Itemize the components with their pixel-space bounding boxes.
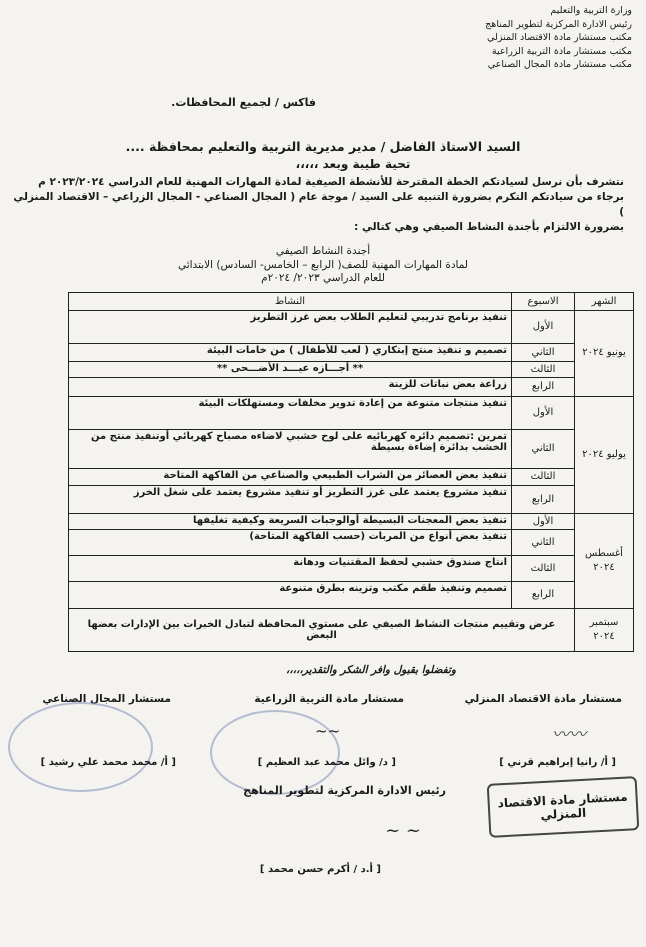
- letter-content: [0, 138, 646, 927]
- week-cell: الرابع: [512, 485, 575, 513]
- week-cell: الأول: [512, 310, 575, 343]
- week-cell: الأول: [512, 396, 575, 429]
- header-week: الاسبوع: [512, 292, 575, 310]
- activity-cell: عرض وتقييم منتجات النشاط الصيفي على مستوي المحافظة لتبادل الخبرات بين الإدارات بعضها البعض: [69, 608, 575, 651]
- signatory-name: [ أ/ رانيا إبراهيم قرني ]: [499, 756, 616, 768]
- activity-table: [68, 292, 634, 652]
- table-row: [69, 361, 634, 377]
- week-cell: الثاني: [512, 429, 575, 468]
- activity-cell: تصميم و تنفيذ منتج إبتكاري ( لعب للأطفال ) من خامات البيئة: [69, 343, 512, 361]
- closing: وتفضلوا بقبول وافر الشكر والتقدير،،،،،: [285, 663, 456, 676]
- month-cell: يونيو ٢٠٢٤: [575, 310, 634, 396]
- activity-cell: تنفيذ بعض أنواع من المربات (حسب الفاكهة المتاحة): [69, 529, 512, 555]
- letter-body: [10, 175, 624, 235]
- activity-cell: تنفيذ منتجات متنوعة من إعادة تدوير مخلفات ومستهلكات البيئة: [69, 396, 512, 429]
- activity-cell: ** أجـــازه عيـــد الأضـــحى **: [69, 361, 512, 377]
- head-name: [ أ.د / أكرم حسن محمد ]: [259, 863, 381, 875]
- agenda-title: أجندة النشاط الصيفي: [275, 245, 371, 257]
- table-row: [69, 555, 634, 581]
- activity-cell: انتاج صندوق خشبي لحفظ المقتنيات ودهانة: [69, 555, 512, 581]
- table-row: [69, 396, 634, 429]
- salutation: السيد الاستاذ الفاضل / مدير مديرية التربية والتعليم بمحافظة ....: [125, 139, 521, 154]
- table-row: [69, 581, 634, 608]
- letterhead-line: مكتب مستشار مادة الاقتصاد المنزلي: [487, 32, 632, 43]
- month-cell: أغسطس ٢٠٢٤: [575, 513, 634, 608]
- table-row: [69, 468, 634, 485]
- agenda-year: للعام الدراسي ٢٠٢٣/ ٢٠٢٤م: [261, 272, 385, 284]
- body-line: نتشرف بأن نرسل لسيادتكم الخطة المقترحة للأنشطة الصيفية لمادة المهارات المهنية للعام الدراسي ٢٠٢٣/٢٠٢٤ م: [38, 176, 624, 188]
- signatory-name: [ أ/ محمد محمد علي رشيد ]: [40, 756, 176, 768]
- activity-cell: تصميم وتنفيذ طقم مكتب وتزينه بطرق متنوعة: [69, 581, 512, 608]
- letterhead-line: مكتب مستشار مادة التربية الزراعية: [491, 45, 632, 57]
- week-cell: الثالث: [512, 468, 575, 485]
- activity-cell: تمرين :تصميم دائره كهربائيه على لوح خشبي لاضاءه مصباح كهربائي أوتنفيذ منتج من الخشب بدائرة إضاءة بسيطة: [69, 429, 512, 468]
- header-activity: النشاط: [69, 292, 512, 310]
- table-row: [69, 429, 634, 468]
- signature: ~~: [315, 721, 341, 740]
- stamp: مستشار مادة الاقتصاد المنزلي: [487, 776, 640, 838]
- fax-line: فاكس / لجميع المحافظات.: [171, 96, 316, 109]
- letterhead-line: رئيس الادارة المركزية لتطوير المناهج: [485, 18, 632, 30]
- official-seal: [8, 702, 153, 792]
- letterhead-line: وزارة التربية والتعليم: [550, 5, 632, 16]
- signature: 〰〰: [552, 724, 586, 745]
- table-row: [69, 343, 634, 361]
- signatory-title: مستشار مادة الاقتصاد المنزلي: [464, 692, 622, 705]
- table-row: [69, 377, 634, 396]
- activity-cell: تنفيذ برنامج تدريبي لتعليم الطلاب بعض غرز التطريز: [69, 310, 512, 343]
- body-line: برجاء من سيادتكم التكرم بضرورة التنبيه على السيد / موجة عام ( المجال الصناعي - المجال الزراعي – الاقتصاد المنزلي ): [13, 191, 624, 218]
- month-cell: يوليو ٢٠٢٤: [575, 396, 634, 513]
- letterhead-line: مكتب مستشار مادة المجال الصناعي: [487, 59, 632, 70]
- signatory-name: [ د/ وائل محمد عبد العظيم ]: [257, 756, 396, 768]
- greeting: تحية طيبة وبعد ،،،،،: [295, 157, 411, 171]
- agenda-heading: [0, 245, 646, 286]
- activity-cell: تنفيذ بعض العصائر من الشراب الطبيعي والصناعي من الفاكهة المتاحة: [69, 468, 512, 485]
- signature-section: [0, 652, 646, 927]
- table-row: [69, 485, 634, 513]
- table-row: [69, 513, 634, 529]
- agenda-subtitle: لمادة المهارات المهنية للصف( الرابع – الخامس- السادس) الابتدائي: [177, 258, 469, 271]
- week-cell: الرابع: [512, 581, 575, 608]
- month-cell: سبتمبر ٢٠٢٤: [575, 608, 634, 651]
- header-month: الشهر: [575, 292, 634, 310]
- head-title: رئيس الادارة المركزية لتطوير المناهج: [243, 783, 446, 797]
- activity-cell: زراعة بعض نباتات للزينة: [69, 377, 512, 396]
- signatory-title: مستشار المجال الصناعي: [42, 692, 171, 705]
- week-cell: الثالث: [512, 361, 575, 377]
- week-cell: الثاني: [512, 343, 575, 361]
- table-row: [69, 608, 634, 651]
- week-cell: الثالث: [512, 555, 575, 581]
- activity-cell: تنفيذ مشروع يعتمد على غرز التطريز أو تنفيذ مشروع يعتمد على شغل الخرز: [69, 485, 512, 513]
- week-cell: الأول: [512, 513, 575, 529]
- table-row: [69, 310, 634, 343]
- signature: ~ ~: [385, 819, 421, 841]
- signatory-title: مستشار مادة التربية الزراعية: [254, 692, 404, 705]
- activity-cell: تنفيذ بعض المعجنات البسيطة أوالوجبات السريعة وكيفية تغليفها: [69, 513, 512, 529]
- body-line: بضرورة الالتزام بأجندة النشاط الصيفي وهي كتالي :: [354, 221, 624, 233]
- table-row: [69, 529, 634, 555]
- week-cell: الرابع: [512, 377, 575, 396]
- week-cell: الثاني: [512, 529, 575, 555]
- letterhead: [485, 4, 632, 72]
